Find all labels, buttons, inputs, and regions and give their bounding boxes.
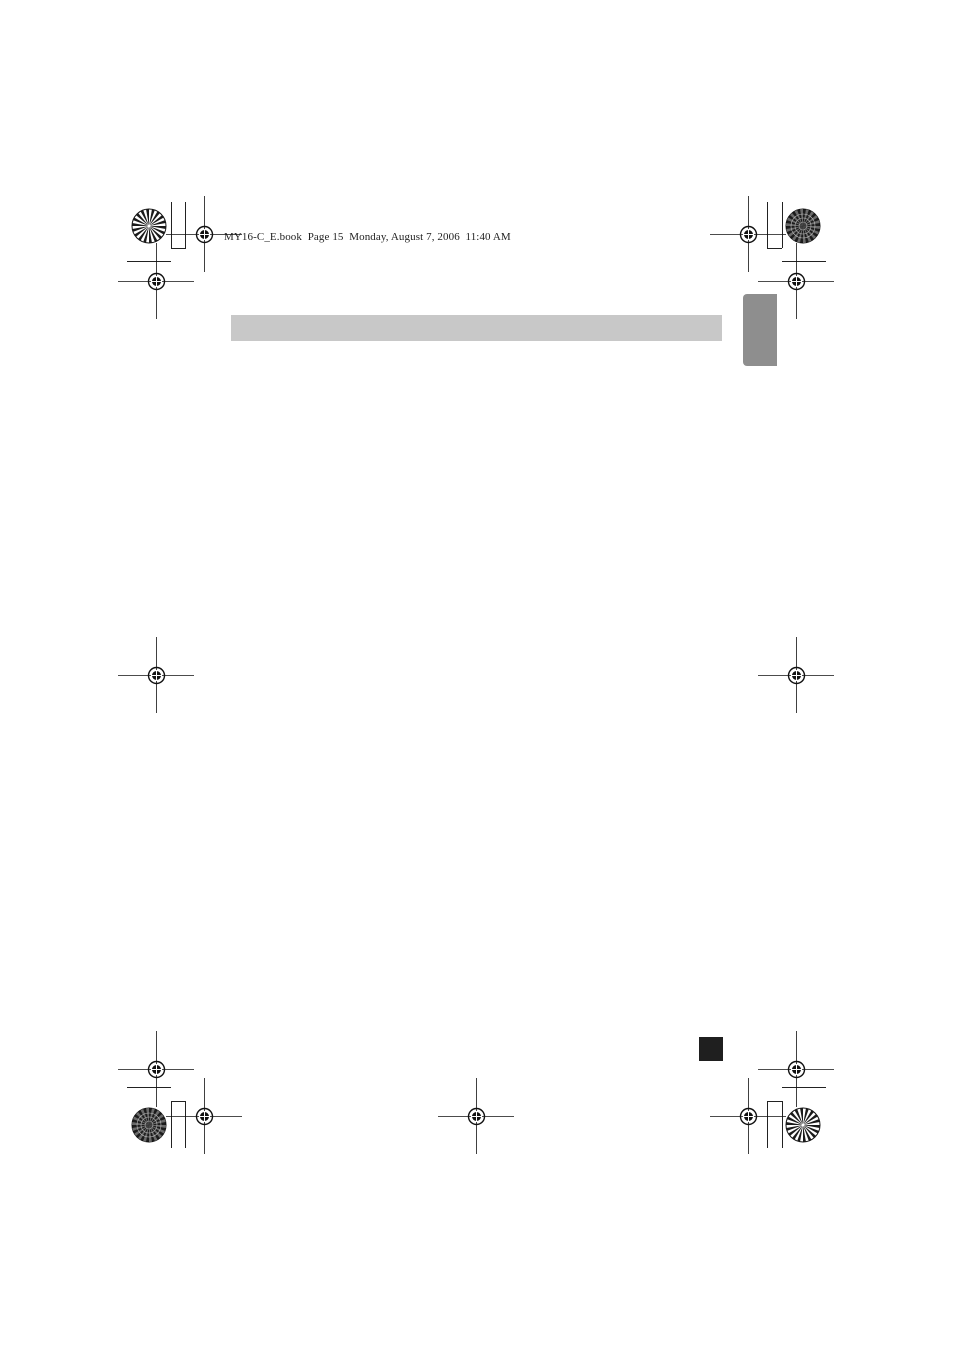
starburst-target-icon bbox=[132, 1108, 166, 1142]
crosshair-circle-icon bbox=[758, 637, 834, 713]
crosshair-circle-icon bbox=[118, 243, 194, 319]
starburst-targets bbox=[132, 209, 820, 1142]
crosshair-circle-icon bbox=[438, 1078, 514, 1154]
crosshair-circle-icon bbox=[166, 1078, 242, 1154]
print-slug-header: MY16-C_E.book Page 15 Monday, August 7, 2006 11:40 AM bbox=[224, 231, 511, 243]
starburst-target-icon bbox=[786, 209, 820, 243]
crosshair-circle-icon bbox=[118, 637, 194, 713]
crosshair-circle-icon bbox=[758, 243, 834, 319]
crosshair-circle-icon bbox=[118, 1031, 194, 1107]
registration-marks bbox=[118, 196, 834, 1154]
starburst-target-icon bbox=[786, 1108, 820, 1142]
crop-marks bbox=[127, 202, 826, 1148]
crosshair-circle-icon bbox=[758, 1031, 834, 1107]
crosshair-circle-icon bbox=[166, 196, 242, 272]
crosshair-circle-icon bbox=[710, 196, 786, 272]
crosshair-circle-icon bbox=[710, 1078, 786, 1154]
starburst-target-icon bbox=[132, 209, 166, 243]
